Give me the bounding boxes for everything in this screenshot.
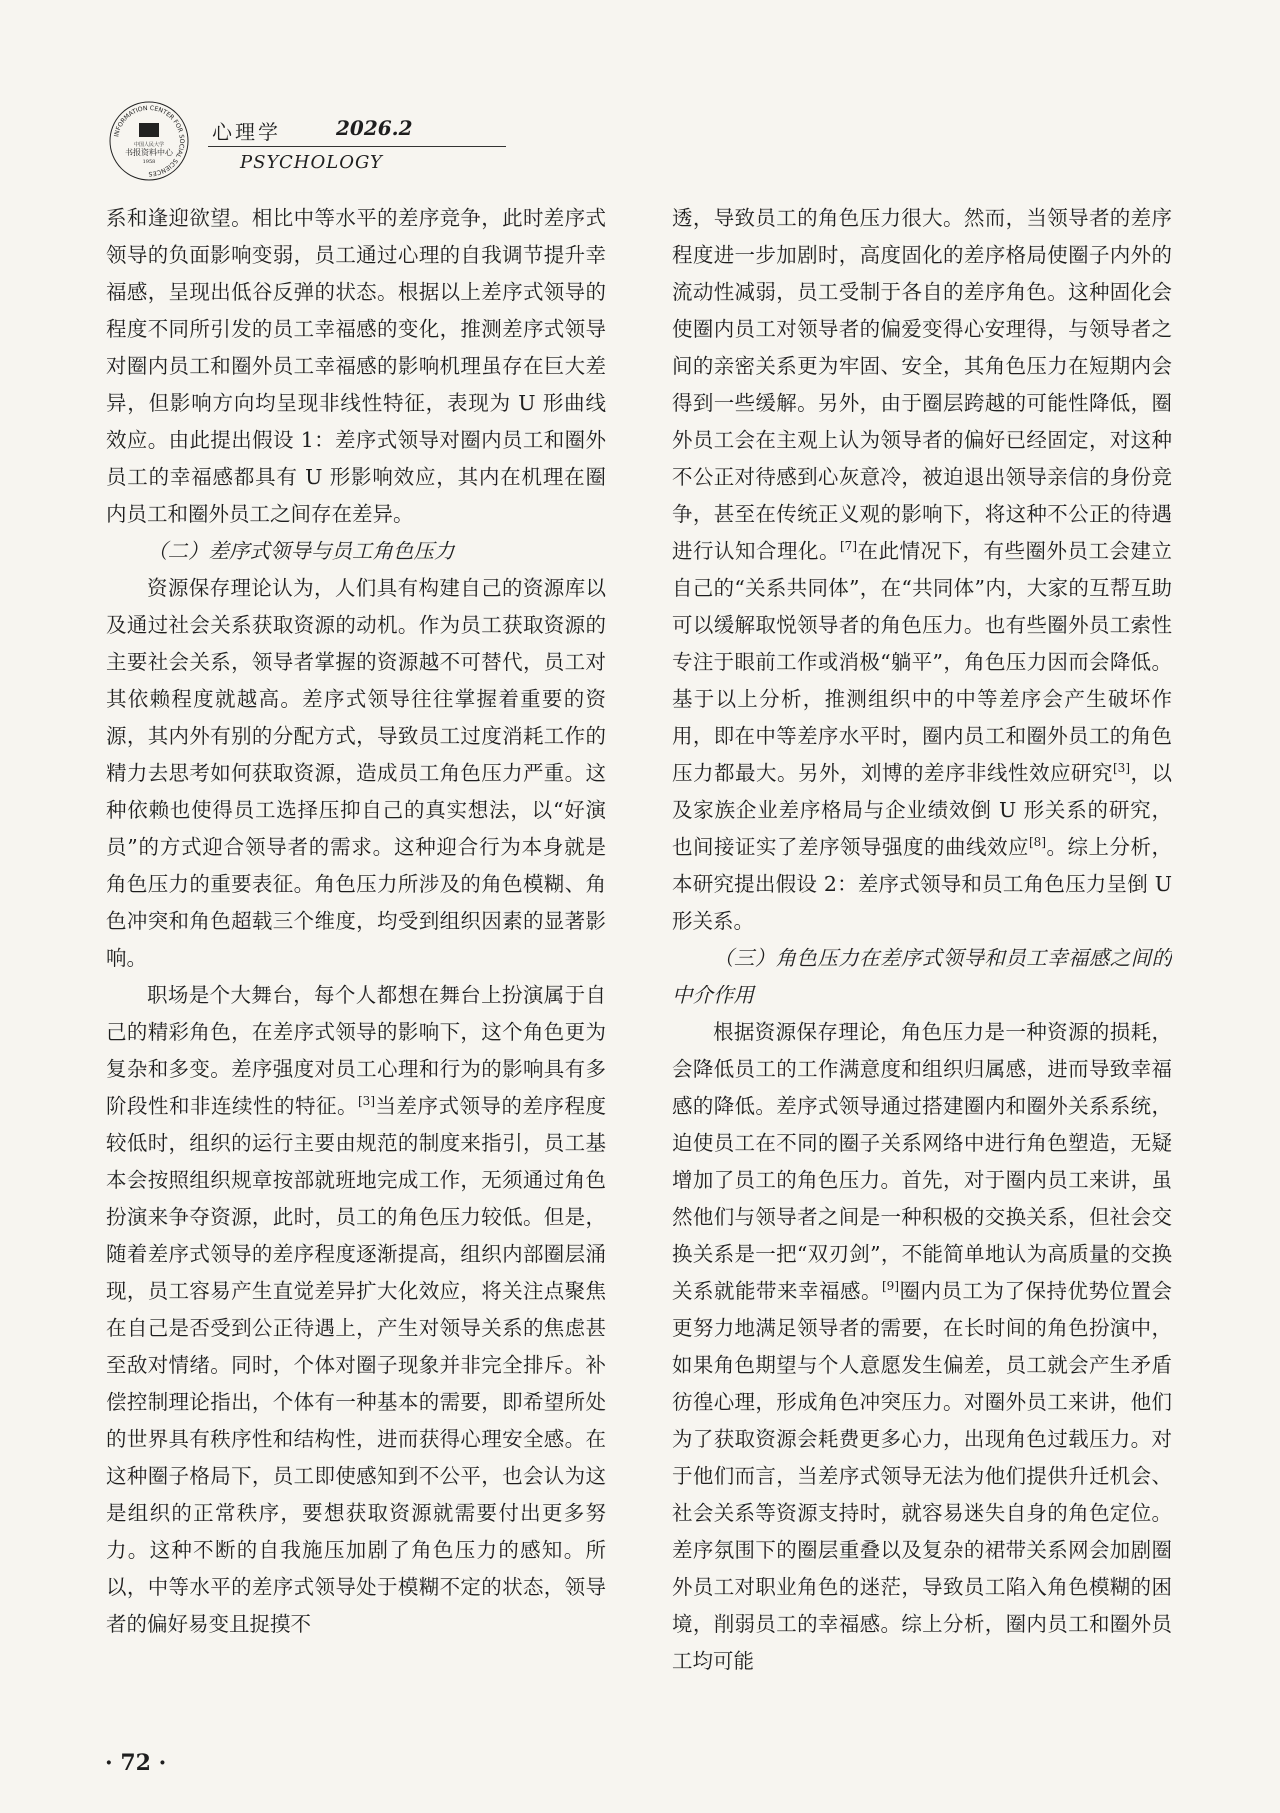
header-rule [208,146,506,147]
running-header [108,100,528,190]
citation: [9] [882,1279,899,1294]
svg-text:1958: 1958 [142,159,156,165]
right-column [672,200,1172,1740]
svg-text:中国人民大学: 中国人民大学 [133,142,165,148]
paragraph: 资源保存理论认为，人们具有构建自己的资源库以及通过社会关系获取资源的动机。作为员工获取资源的主要社会关系，领导者掌握的资源越不可替代，员工对其依赖程度就越高。差序式领导往往掌握着重要的资源，其内外有别的分配方式，导致员工过度消耗工作的精力去思考如何获取资源，造成员工角色压力严重。这种依赖也使得员工选择压抑自己的真实想法，以“好演员”的方式迎合领导者的需求。这种迎合行为本身就是角色压力的重要表征。角色压力所涉及的角色模糊、角色冲突和角色超载三个维度，均受到组织因素的显著影响。 [106,576,606,970]
paragraph: 根据资源保存理论，角色压力是一种资源的损耗，会降低员工的工作满意度和组织归属感，进而导致幸福感的降低。差序式领导通过搭建圈内和圈外关系系统，迫使员工在不同的圈子关系网络中进行角色塑造，无疑增加了员工的角色压力。首先，对于圈内员工来讲，虽然他们与领导者之间是一种积极的交换关系，但社会交换关系是一把“双刃剑”，不能简单地认为高质量的交换关系就能带来幸福感。[9]圈内员工为了保持优势位置会更努力地满足领导者的需要，在长时间的角色扮演中，如果角色期望与个人意愿发生偏差，员工就会产生矛盾彷徨心理，形成角色冲突压力。对圈外员工来讲，他们为了获取资源会耗费更多心力，出现角色过载压力。对于他们而言，当差序式领导无法为他们提供升迁机会、社会关系等资源支持时，就容易迷失自身的角色定位。差序氛围下的圈层重叠以及复杂的裙带关系网会加剧圈外员工对职业角色的迷茫，导致员工陷入角色模糊的困境，削弱员工的幸福感。综上分析，圈内员工和圈外员工均可能 [672,1020,1172,1673]
paragraph: 职场是个大舞台，每个人都想在舞台上扮演属于自己的精彩角色，在差序式领导的影响下，这个角色更为复杂和多变。差序强度对员工心理和行为的影响具有多阶段性和非连续性的特征。[3]当差序式领导的差序程度较低时，组织的运行主要由规范的制度来指引，员工基本会按照组织规章按部就班地完成工作，无须通过角色扮演来争夺资源，此时，员工的角色压力较低。但是，随着差序式领导的差序程度逐渐提高，组织内部圈层涌现，员工容易产生直觉差异扩大化效应，将关注点聚焦在自己是否受到公正待遇上，产生对领导关系的焦虑甚至敌对情绪。同时，个体对圈子现象并非完全排斥。补偿控制理论指出，个体有一种基本的需要，即希望所处的世界具有秩序性和结构性，进而获得心理安全感。在这种圈子格局下，员工即使感知到不公平，也会认为这是组织的正常秩序，要想获取资源就需要付出更多努力。这种不断的自我施压加剧了角色压力的感知。所以，中等水平的差序式领导处于模糊不定的状态，领导者的偏好易变且捉摸不 [106,983,606,1636]
citation: [7] [840,539,857,554]
citation: [3] [1113,761,1130,776]
section-heading: （三）角色压力在差序式领导和员工幸福感之间的中介作用 [672,946,1172,1007]
journal-title: 心理学 [212,120,281,144]
section-heading: （二）差序式领导与员工角色压力 [147,539,455,563]
library-seal-logo [108,100,190,182]
svg-text:INFORMATION CENTER FOR SOCIAL: INFORMATION CENTER FOR SOCIAL SCIENCES [113,104,186,178]
citation: [3] [358,1094,375,1109]
issue-number: 2026.2 [336,116,413,140]
svg-text:书报资料中心: 书报资料中心 [125,148,173,157]
paragraph: 系和逢迎欲望。相比中等水平的差序竞争，此时差序式领导的负面影响变弱，员工通过心理的自我调节提升幸福感，呈现出低谷反弹的状态。根据以上差序式领导的程度不同所引发的员工幸福感的变化，推测差序式领导对圈内员工和圈外员工幸福感的影响机理虽存在巨大差异，但影响方向均呈现非线性特征，表现为 U 形曲线效应。由此提出假设 1：差序式领导对圈内员工和圈外员工的幸福感都具有 U 形影响效应，其内在机理在圈内员工和圈外员工之间存在差异。 [106,206,606,526]
page-number: · 72 · [105,1750,167,1776]
left-column [106,200,606,1740]
journal-title-en: PSYCHOLOGY [240,152,383,173]
citation: [8] [1029,835,1046,850]
paragraph: 透，导致员工的角色压力很大。然而，当领导者的差序程度进一步加剧时，高度固化的差序格局使圈子内外的流动性减弱，员工受制于各自的差序角色。这种固化会使圈内员工对领导者的偏爱变得心安理得，与领导者之间的亲密关系更为牢固、安全，其角色压力在短期内会得到一些缓解。另外，由于圈层跨越的可能性降低，圈外员工会在主观上认为领导者的偏好已经固定，对这种不公正对待感到心灰意冷，被迫退出领导亲信的身份竞争，甚至在传统正义观的影响下，将这种不公正的待遇进行认知合理化。[7]在此情况下，有些圈外员工会建立自己的“关系共同体”，在“共同体”内，大家的互帮互助可以缓解取悦领导者的角色压力。也有些圈外员工索性专注于眼前工作或消极“躺平”，角色压力因而会降低。基于以上分析，推测组织中的中等差序会产生破坏作用，即在中等差序水平时，圈内员工和圈外员工的角色压力都最大。另外，刘博的差序非线性效应研究[3]，以及家族企业差序格局与企业绩效倒 U 形关系的研究，也间接证实了差序领导强度的曲线效应[8]。综上分析，本研究提出假设 2：差序式领导和员工角色压力呈倒 U 形关系。 [672,206,1172,933]
